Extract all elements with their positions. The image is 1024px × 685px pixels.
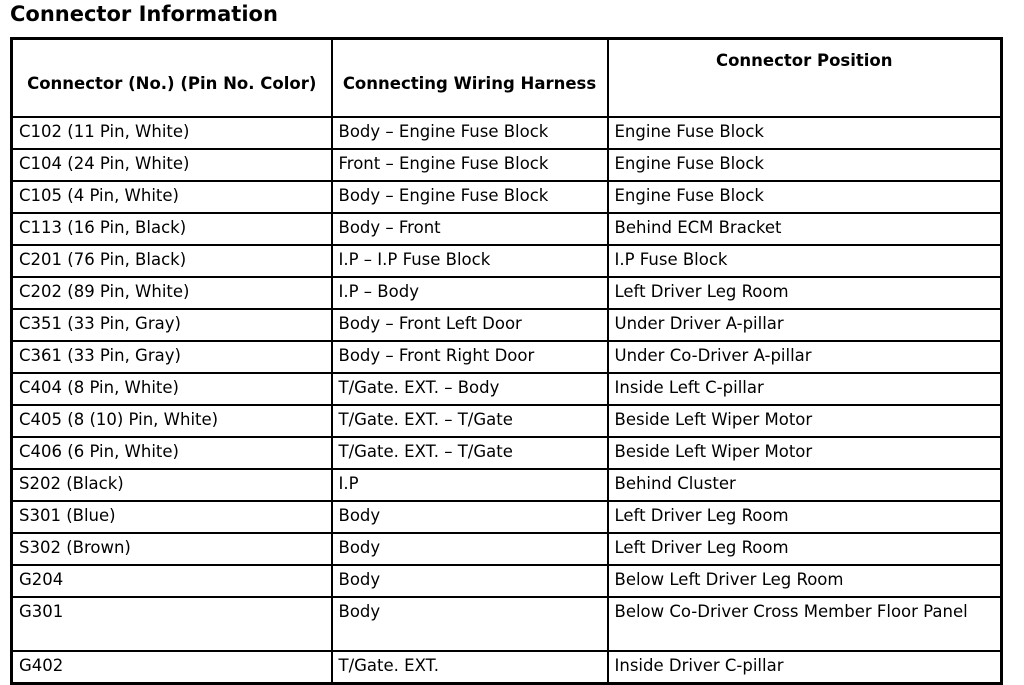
cell-connector: C405 (8 (10) Pin, White): [12, 405, 332, 437]
cell-connector: C351 (33 Pin, Gray): [12, 309, 332, 341]
cell-wiring-harness: Body – Front: [332, 213, 608, 245]
table-row: [12, 651, 1002, 684]
cell-connector: G301: [12, 597, 332, 651]
cell-position: Left Driver Leg Room: [608, 533, 1002, 565]
cell-connector: C113 (16 Pin, Black): [12, 213, 332, 245]
cell-connector: G204: [12, 565, 332, 597]
table-row: [12, 181, 1002, 213]
cell-position: Below Left Driver Leg Room: [608, 565, 1002, 597]
cell-wiring-harness: Body: [332, 533, 608, 565]
cell-wiring-harness: T/Gate. EXT. – T/Gate: [332, 437, 608, 469]
cell-position: Inside Driver C-pillar: [608, 651, 1002, 684]
cell-position: Under Co-Driver A-pillar: [608, 341, 1002, 373]
table-row: [12, 437, 1002, 469]
cell-wiring-harness: Body – Engine Fuse Block: [332, 117, 608, 149]
cell-connector: C105 (4 Pin, White): [12, 181, 332, 213]
table-row: [12, 565, 1002, 597]
table-row: [12, 341, 1002, 373]
cell-connector: C202 (89 Pin, White): [12, 277, 332, 309]
cell-position: Engine Fuse Block: [608, 117, 1002, 149]
cell-connector: C201 (76 Pin, Black): [12, 245, 332, 277]
cell-wiring-harness: Body – Front Left Door: [332, 309, 608, 341]
cell-wiring-harness: Body: [332, 501, 608, 533]
table-row: [12, 309, 1002, 341]
cell-position: Below Co-Driver Cross Member Floor Panel: [608, 597, 1002, 651]
cell-wiring-harness: Body – Front Right Door: [332, 341, 608, 373]
cell-connector: G402: [12, 651, 332, 684]
cell-wiring-harness: Body: [332, 597, 608, 651]
cell-connector: C404 (8 Pin, White): [12, 373, 332, 405]
cell-wiring-harness: T/Gate. EXT. – T/Gate: [332, 405, 608, 437]
cell-wiring-harness: Body: [332, 565, 608, 597]
table-row: [12, 469, 1002, 501]
cell-position: Behind ECM Bracket: [608, 213, 1002, 245]
table-row: [12, 245, 1002, 277]
cell-connector: S301 (Blue): [12, 501, 332, 533]
table-row: [12, 117, 1002, 149]
cell-wiring-harness: T/Gate. EXT. – Body: [332, 373, 608, 405]
cell-connector: S302 (Brown): [12, 533, 332, 565]
table-header-row: [12, 39, 1002, 118]
cell-wiring-harness: I.P – I.P Fuse Block: [332, 245, 608, 277]
cell-wiring-harness: Front – Engine Fuse Block: [332, 149, 608, 181]
cell-position: Beside Left Wiper Motor: [608, 437, 1002, 469]
table-row: [12, 533, 1002, 565]
table-row: [12, 149, 1002, 181]
cell-position: Engine Fuse Block: [608, 181, 1002, 213]
header-wiring-harness: Connecting Wiring Harness: [332, 39, 608, 118]
cell-wiring-harness: I.P – Body: [332, 277, 608, 309]
table-row: [12, 277, 1002, 309]
cell-connector: C104 (24 Pin, White): [12, 149, 332, 181]
cell-position: I.P Fuse Block: [608, 245, 1002, 277]
table-row: [12, 405, 1002, 437]
cell-position: Behind Cluster: [608, 469, 1002, 501]
cell-wiring-harness: I.P: [332, 469, 608, 501]
cell-position: Inside Left C-pillar: [608, 373, 1002, 405]
cell-connector: S202 (Black): [12, 469, 332, 501]
table-row: [12, 501, 1002, 533]
cell-position: Left Driver Leg Room: [608, 277, 1002, 309]
table-row: [12, 373, 1002, 405]
cell-position: Beside Left Wiper Motor: [608, 405, 1002, 437]
cell-connector: C361 (33 Pin, Gray): [12, 341, 332, 373]
cell-connector: C406 (6 Pin, White): [12, 437, 332, 469]
page-title: Connector Information: [10, 2, 278, 26]
cell-wiring-harness: T/Gate. EXT.: [332, 651, 608, 684]
cell-position: Left Driver Leg Room: [608, 501, 1002, 533]
header-connector: Connector (No.) (Pin No. Color): [12, 39, 332, 118]
cell-position: Engine Fuse Block: [608, 149, 1002, 181]
cell-position: Under Driver A-pillar: [608, 309, 1002, 341]
cell-wiring-harness: Body – Engine Fuse Block: [332, 181, 608, 213]
table-row: [12, 597, 1002, 651]
connector-table: [10, 37, 1003, 685]
header-connector-position: Connector Position: [608, 39, 1002, 118]
cell-connector: C102 (11 Pin, White): [12, 117, 332, 149]
table-row: [12, 213, 1002, 245]
